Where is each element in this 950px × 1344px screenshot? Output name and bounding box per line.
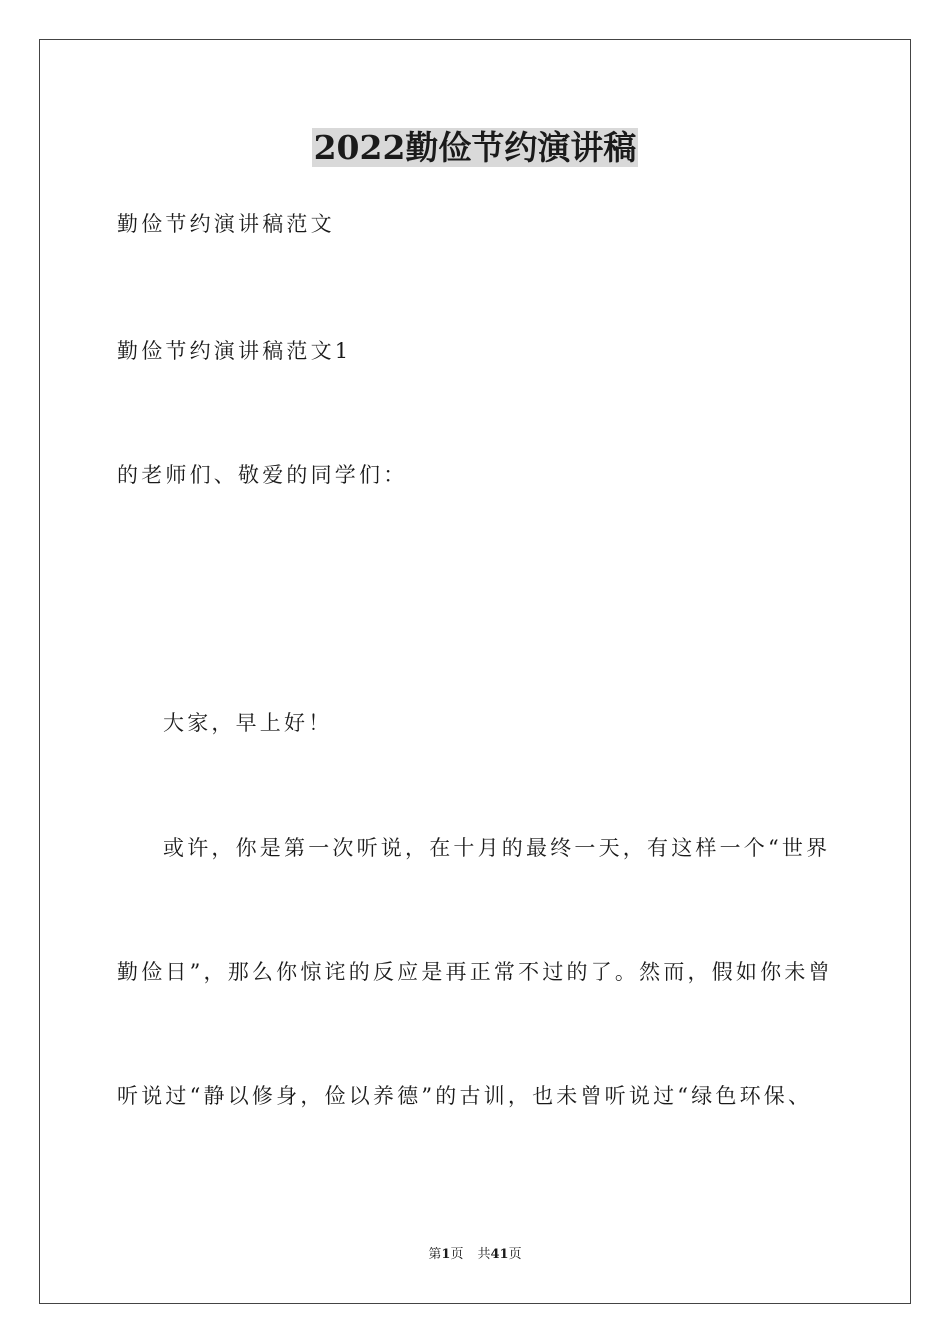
footer-page-number: 1 — [441, 1247, 451, 1262]
document-title-text: 2022勤俭节约演讲稿 — [313, 128, 637, 167]
footer-total-suffix: 页 — [508, 1247, 522, 1262]
subtitle-line: 勤俭节约演讲稿范文 — [117, 212, 335, 236]
body-paragraph-line: 或许，你是第一次听说，在十月的最终一天，有这样一个“世界 — [163, 836, 831, 860]
footer-total-prefix: 共 — [477, 1247, 491, 1262]
body-paragraph-line: 听说过“静以修身，俭以养德”的古训，也未曾听说过“绿色环保、 — [117, 1084, 813, 1108]
body-paragraph-line: 勤俭日”，那么你惊诧的反应是再正常不过的了。然而，假如你未曾 — [117, 960, 833, 984]
section-heading: 勤俭节约演讲稿范文1 — [117, 339, 352, 363]
footer-page-suffix: 页 — [450, 1247, 464, 1262]
page-footer — [0, 1246, 950, 1264]
document-title — [0, 126, 950, 170]
salutation-line: 的老师们、敬爱的同学们： — [117, 463, 408, 487]
footer-total-pages: 41 — [490, 1247, 509, 1262]
greeting-line: 大家，早上好！ — [163, 711, 333, 735]
footer-page-prefix: 第 — [428, 1247, 442, 1262]
